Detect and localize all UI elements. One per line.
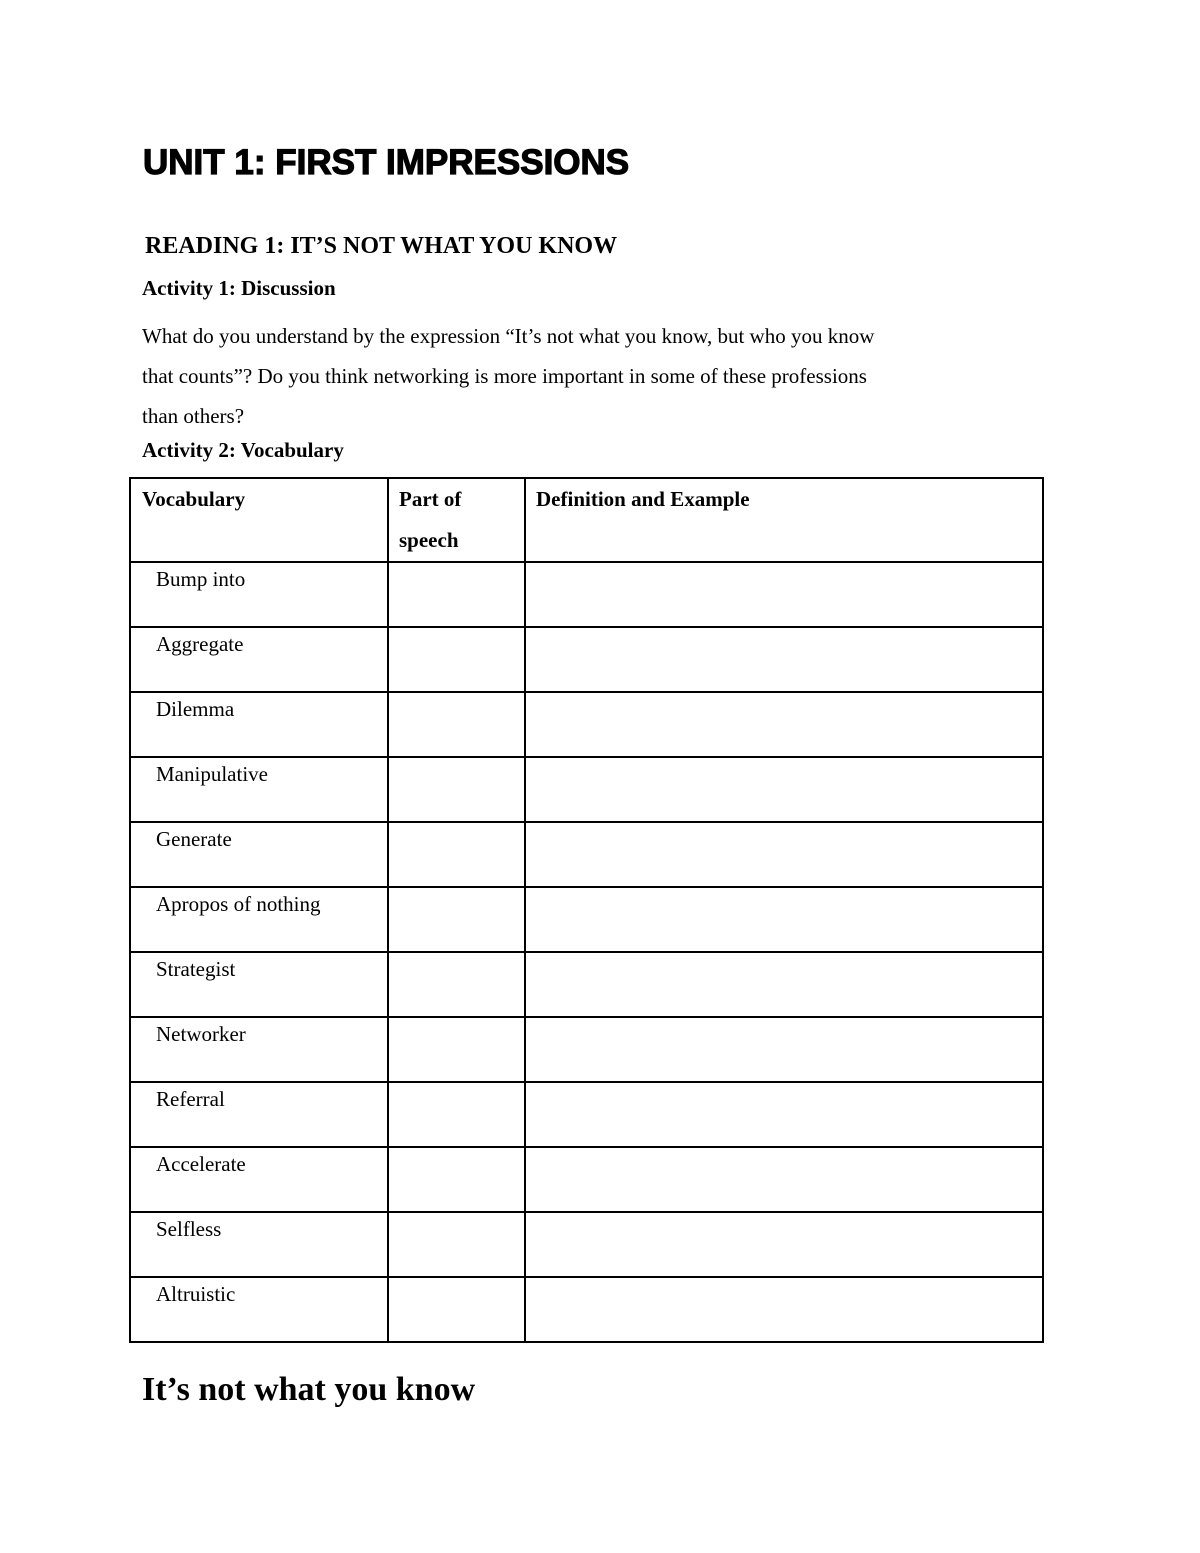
part-of-speech-cell[interactable] <box>388 1212 525 1277</box>
table-row <box>130 952 1043 1017</box>
vocabulary-word: Networker <box>130 1017 388 1082</box>
table-row <box>130 627 1043 692</box>
part-of-speech-cell[interactable] <box>388 562 525 627</box>
vocabulary-table-body <box>130 562 1043 1342</box>
vocabulary-table <box>129 477 1044 1343</box>
vocabulary-word: Manipulative <box>130 757 388 822</box>
definition-cell[interactable] <box>525 887 1043 952</box>
part-of-speech-cell[interactable] <box>388 887 525 952</box>
table-row <box>130 757 1043 822</box>
vocabulary-word: Referral <box>130 1082 388 1147</box>
part-of-speech-cell[interactable] <box>388 757 525 822</box>
part-of-speech-cell[interactable] <box>388 1147 525 1212</box>
table-row <box>130 1147 1043 1212</box>
definition-cell[interactable] <box>525 562 1043 627</box>
activity1-heading: Activity 1: Discussion <box>142 276 336 300</box>
vocabulary-word: Dilemma <box>130 692 388 757</box>
table-row <box>130 887 1043 952</box>
vocabulary-word: Accelerate <box>130 1147 388 1212</box>
definition-cell[interactable] <box>525 1147 1043 1212</box>
table-row <box>130 692 1043 757</box>
definition-cell[interactable] <box>525 1212 1043 1277</box>
part-of-speech-cell[interactable] <box>388 627 525 692</box>
vocabulary-word: Generate <box>130 822 388 887</box>
part-of-speech-cell[interactable] <box>388 692 525 757</box>
table-row <box>130 562 1043 627</box>
table-row <box>130 1212 1043 1277</box>
vocabulary-word: Strategist <box>130 952 388 1017</box>
table-header-row <box>130 478 1043 562</box>
part-of-speech-cell[interactable] <box>388 1017 525 1082</box>
discussion-line: than others? <box>142 404 245 428</box>
part-of-speech-cell[interactable] <box>388 1277 525 1342</box>
vocabulary-word: Aggregate <box>130 627 388 692</box>
discussion-line: What do you understand by the expression “It’s not what you know, but who you know <box>142 324 875 348</box>
discussion-line: that counts”? Do you think networking is more important in some of these professions <box>142 364 867 388</box>
vocabulary-word: Apropos of nothing <box>130 887 388 952</box>
definition-cell[interactable] <box>525 1017 1043 1082</box>
definition-cell[interactable] <box>525 822 1043 887</box>
header-vocabulary: Vocabulary <box>130 478 388 562</box>
definition-cell[interactable] <box>525 952 1043 1017</box>
vocabulary-word: Altruistic <box>130 1277 388 1342</box>
discussion-paragraph <box>142 316 982 436</box>
activity2-heading: Activity 2: Vocabulary <box>142 438 344 462</box>
vocabulary-word: Selfless <box>130 1212 388 1277</box>
definition-cell[interactable] <box>525 1277 1043 1342</box>
vocabulary-word: Bump into <box>130 562 388 627</box>
definition-cell[interactable] <box>525 692 1043 757</box>
story-title: It’s not what you know <box>142 1371 476 1408</box>
table-row <box>130 822 1043 887</box>
part-of-speech-cell[interactable] <box>388 822 525 887</box>
header-part-of-speech: Part of speech <box>388 478 525 562</box>
table-row <box>130 1277 1043 1342</box>
definition-cell[interactable] <box>525 627 1043 692</box>
unit-title: UNIT 1: FIRST IMPRESSIONS <box>143 143 630 182</box>
definition-cell[interactable] <box>525 757 1043 822</box>
part-of-speech-cell[interactable] <box>388 1082 525 1147</box>
definition-cell[interactable] <box>525 1082 1043 1147</box>
header-definition: Definition and Example <box>525 478 1043 562</box>
table-row <box>130 1017 1043 1082</box>
part-of-speech-cell[interactable] <box>388 952 525 1017</box>
table-row <box>130 1082 1043 1147</box>
reading-title: READING 1: IT’S NOT WHAT YOU KNOW <box>145 233 618 259</box>
